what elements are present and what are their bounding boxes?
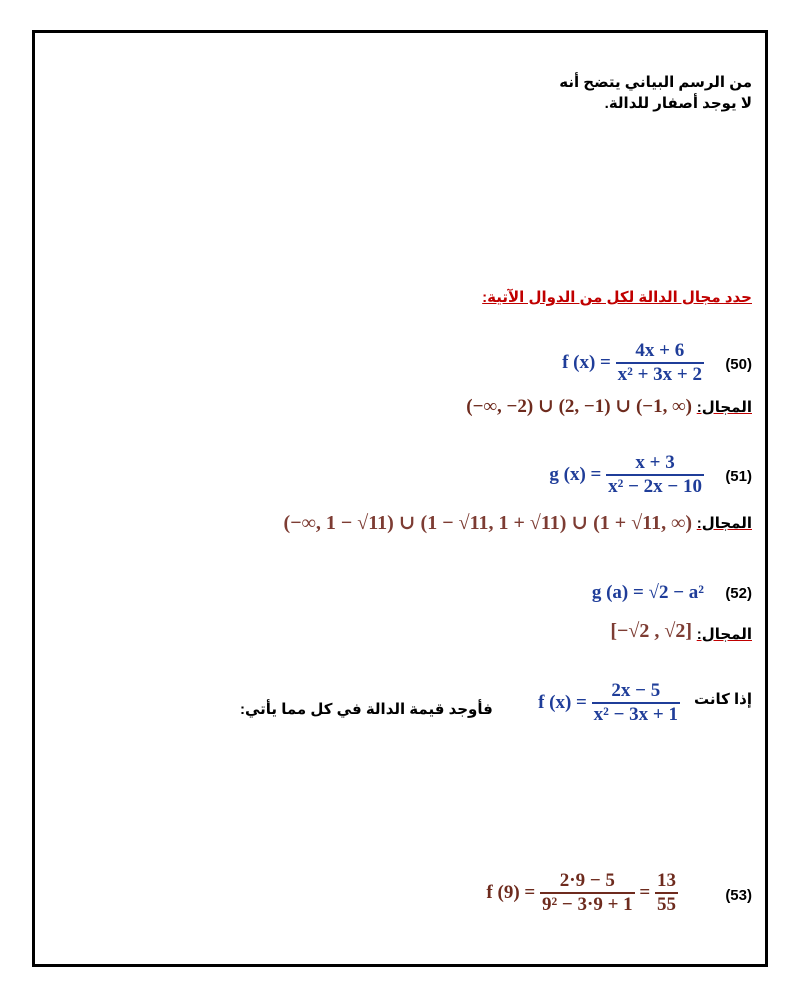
intro-line-2: لا يوجد أصفار للدالة.: [604, 95, 752, 112]
domain-label-52: المجال:: [696, 626, 752, 643]
domain-51: (−∞, 1 − √11) ∪ (1 − √11, 1 + √11) ∪ (1 + √11, ∞): [283, 512, 692, 534]
condition-suffix: فأوجد قيمة الدالة في كل مما يأتي:: [240, 701, 493, 718]
function-50-fraction: [616, 340, 704, 386]
condition-lhs: f (x) =: [538, 692, 587, 713]
evaluation-53-denominator: 9² − 3·9 + 1: [541, 894, 633, 915]
problem-number-53: (53): [725, 887, 752, 904]
function-51-denominator: x² − 2x − 10: [608, 476, 702, 497]
function-51: [549, 452, 704, 498]
condition-function: [538, 680, 680, 726]
function-51-fraction: [606, 452, 704, 498]
page-border: [32, 30, 768, 967]
condition-numerator: 2x − 5: [592, 680, 680, 704]
function-50-lhs: f (x) =: [562, 352, 611, 373]
domain-50: (−∞, −2) ∪ (2, −1) ∪ (−1, ∞): [466, 396, 692, 417]
evaluation-53-result-numerator: 13: [655, 870, 678, 894]
evaluation-53: [486, 870, 678, 916]
function-51-numerator: x + 3: [606, 452, 704, 476]
evaluation-53-lhs: f (9) =: [486, 882, 536, 903]
function-50-denominator: x² + 3x + 2: [617, 364, 702, 385]
condition-denominator: x² − 3x + 1: [593, 704, 678, 725]
evaluation-53-fraction: [540, 870, 635, 916]
problem-number-52: (52): [725, 585, 752, 602]
intro-text: [352, 72, 752, 114]
evaluation-53-equals: =: [639, 882, 651, 903]
evaluation-53-result-denominator: 55: [657, 894, 676, 915]
evaluation-53-result: [655, 870, 678, 916]
domain-label-50: المجال:: [696, 399, 752, 416]
evaluation-53-numerator: 2·9 − 5: [540, 870, 635, 894]
condition-fraction: [592, 680, 680, 726]
problem-number-50: (50): [725, 356, 752, 373]
problem-number-51: (51): [725, 468, 752, 485]
function-51-lhs: g (x) =: [549, 464, 602, 485]
domain-label-51: المجال:: [696, 515, 752, 532]
function-50-numerator: 4x + 6: [616, 340, 704, 364]
function-52: g (a) = √2 − a²: [591, 582, 704, 603]
intro-line-1: من الرسم البياني يتضح أنه: [559, 74, 752, 91]
condition-prefix: إذا كانت: [693, 691, 752, 708]
section-heading: حدد مجال الدالة لكل من الدوال الآتية:: [482, 289, 752, 306]
function-50: [562, 340, 704, 386]
domain-52: [−√2 , √2]: [610, 620, 692, 642]
